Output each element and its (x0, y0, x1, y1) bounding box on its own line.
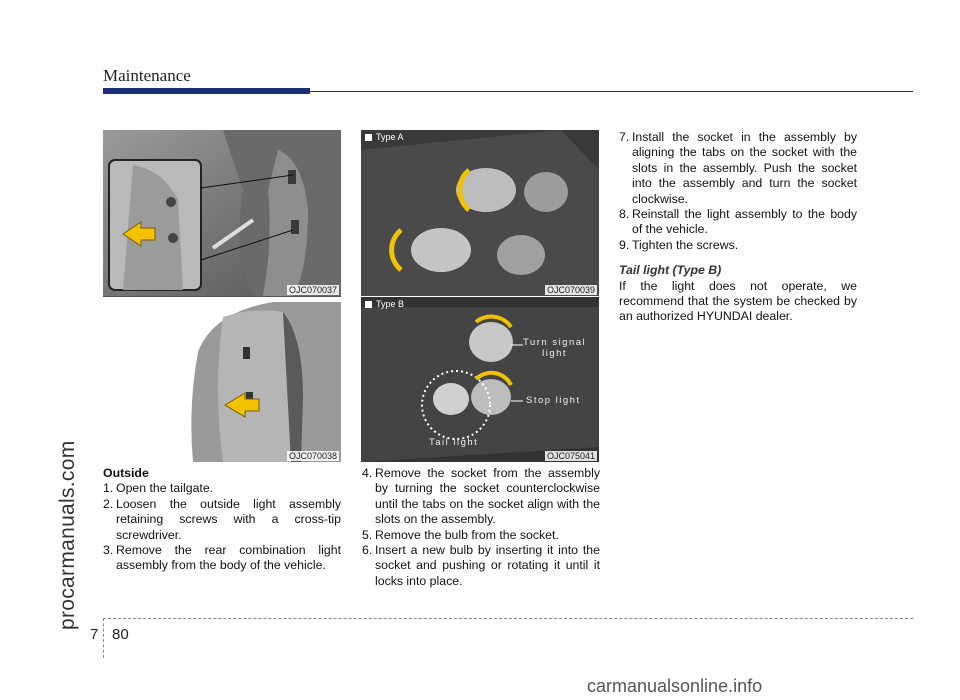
step-number: 7. (619, 130, 630, 144)
chapter-number: 7 (90, 626, 99, 643)
step-8 (619, 207, 857, 238)
figure-type-a-sockets (361, 130, 599, 296)
figure-code: OJC070037 (288, 285, 337, 295)
step-3 (103, 543, 341, 574)
step-text: Loosen the outside light assembly retaining screws with a cross-tip screwdriver. (116, 496, 341, 542)
figure-tailgate-screws (103, 130, 341, 296)
header-rule (310, 91, 913, 92)
square-bullet-icon (365, 134, 372, 141)
step-6 (362, 543, 600, 589)
step-text: Insert a new bulb by inserting it into the socket and pushing or rotating it until it locks into place. (375, 543, 600, 588)
step-text: Reinstall the light assembly to the body of the vehicle. (632, 207, 857, 237)
type-b-label (365, 299, 404, 309)
step-number: 8. (619, 207, 630, 222)
outside-heading: Outside (103, 466, 149, 480)
figure-type-b-sockets (361, 297, 599, 462)
callout-turn-signal (523, 337, 586, 359)
step-text: Remove the bulb from the socket. (375, 527, 559, 542)
step-1 (103, 481, 341, 496)
footer-divider (103, 618, 104, 658)
step-number: 5. (362, 527, 373, 542)
step-number: 1. (103, 481, 114, 496)
step-text: Tighten the screws. (632, 237, 739, 252)
step-2 (103, 497, 341, 543)
callout-turn-signal-line1: Turn signal (523, 337, 587, 348)
square-bullet-icon (365, 301, 372, 308)
type-label-text: Type B (376, 299, 405, 309)
type-a-sockets-illustration (361, 130, 599, 296)
tailgate-screws-illustration (103, 130, 341, 296)
step-text: Install the socket in the assembly by aligning the tabs on the socket with the slots in the assembly. Push the socket into the assembly and turn the socket clockwise. (632, 130, 857, 206)
type-label-text: Type A (376, 132, 404, 142)
step-number: 2. (103, 496, 114, 511)
step-number: 4. (362, 466, 373, 480)
figure-remove-assembly (103, 297, 341, 462)
step-9 (619, 238, 857, 253)
footer-rule (103, 618, 913, 619)
step-number: 6. (362, 543, 373, 558)
step-5 (362, 528, 600, 543)
figure-code: OJC070038 (288, 451, 337, 461)
column-2 (362, 466, 600, 589)
section-title: Maintenance (103, 66, 191, 85)
step-text: Remove the socket from the assembly by turning the socket counterclockwise until the tabs on the socket align with the slots on the assembly. (375, 466, 600, 527)
figure-code: OJC070039 (546, 285, 595, 295)
watermark-left: procarmanuals.com (56, 440, 79, 630)
step-7 (619, 130, 857, 207)
step-number: 3. (103, 543, 114, 558)
column-3 (619, 130, 857, 325)
figure-code: OJC075041 (546, 451, 595, 461)
callout-stop-light: Stop light (526, 395, 581, 406)
step-number: 9. (619, 237, 630, 252)
tail-light-paragraph: If the light does not operate, we recommend that the system be checked by an authorized HYUNDAI dealer. (619, 278, 857, 324)
type-a-label (365, 132, 404, 142)
header-accent-bar (103, 88, 310, 94)
remove-assembly-illustration (103, 297, 341, 462)
step-4 (362, 466, 600, 528)
column-1 (103, 466, 341, 574)
watermark-bottom: carmanualsonline.info (587, 676, 763, 696)
callout-turn-signal-line2: light (542, 348, 568, 359)
step-text: Open the tailgate. (116, 481, 214, 496)
callout-tail-light: Tail light (429, 437, 479, 448)
page-number: 80 (112, 626, 129, 643)
step-text: Remove the rear combination light assembly from the body of the vehicle. (116, 543, 341, 573)
type-b-sockets-illustration (361, 297, 599, 462)
tail-light-subheading: Tail light (Type B) (619, 263, 722, 278)
